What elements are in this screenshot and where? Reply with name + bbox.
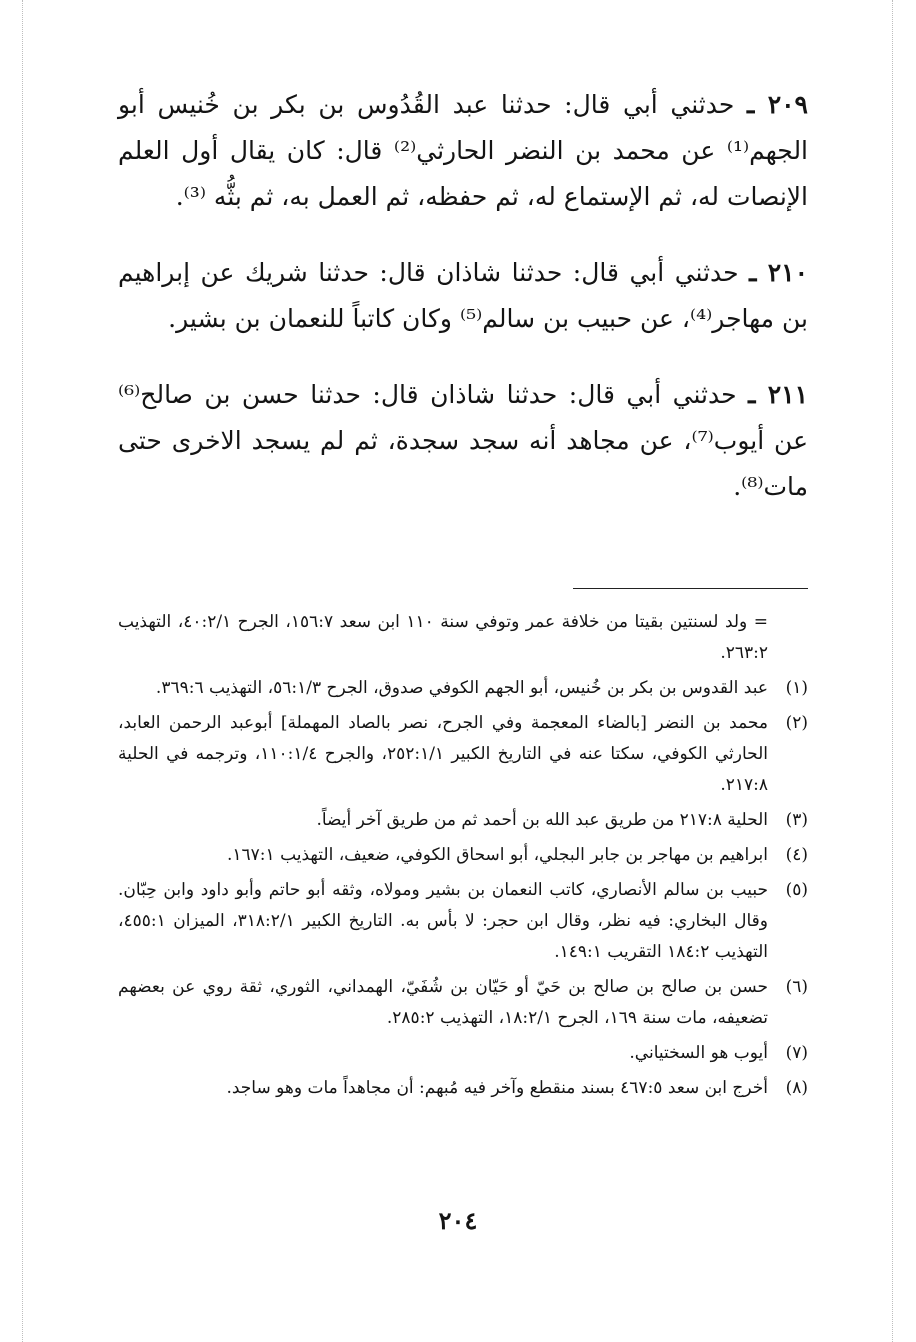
page-body: [118, 82, 808, 1108]
footnote-text: محمد بن النضر [بالضاء المعجمة وفي الجرح، نصر بالصاد المهملة] أبوعبد الرحمن العابد، الحارثي الكوفي، سكتا عنه في التاريخ الكبير ٢٥٢:١/١، والجرح ١١٠:١/٤، وترجمه في الحلية ٢١٧:٨.: [118, 713, 769, 795]
footnote-2: [118, 708, 808, 801]
footnote-3: [118, 805, 808, 836]
footnote-text: أيوب هو السختياني.: [629, 1043, 768, 1063]
footnote-text: أخرج ابن سعد ٤٦٧:٥ بسند منقطع وآخر فيه مُبهم: أن مجاهداً مات وهو ساجد.: [226, 1078, 768, 1098]
footnote-1: [118, 673, 808, 704]
footnote-5: [118, 875, 808, 968]
footnote-mark: (٨): [785, 1078, 808, 1098]
footnote-mark: (٦): [785, 977, 808, 997]
hadith-text: حدثني أبي قال: حدثنا عبد القُدُوس بن بكر بن خُنيس أبو الجهم⁽¹⁾ عن محمد بن النضر الحارثي⁽²⁾ قال: كان يقال أول العلم الإنصات له، ثم الإستماع له، ثم حفظه، ثم العمل به، ثم بثُّه ⁽³⁾.: [118, 90, 809, 211]
hadith-text: حدثني أبي قال: حدثنا شاذان قال: حدثنا حسن بن صالح⁽⁶⁾ عن أيوب⁽⁷⁾، عن مجاهد أنه سجد سجدة، ثم لم يسجد الاخرى حتى مات⁽⁸⁾.: [118, 380, 808, 501]
footnote-4: [118, 840, 808, 871]
footnote-separator-wrap: [118, 540, 808, 607]
footnote-mark: (٧): [785, 1043, 808, 1063]
hadith-number: ٢٠٩ ـ: [746, 90, 808, 119]
hadith-text: حدثني أبي قال: حدثنا شاذان قال: حدثنا شريك عن إبراهيم بن مهاجر⁽⁴⁾، عن حبيب بن سالم⁽⁵⁾ وكان كاتباً للنعمان بن بشير.: [118, 258, 808, 333]
footnote-mark: (٣): [785, 810, 808, 830]
footnote-text: حسن بن صالح بن صالح بن حَيّ أو حَيّان بن شُفَيّ، الهمداني، الثوري، ثقة روي عن بعضهم تضعيفه، مات سنة ١٦٩، الجرح ١٨:٢/١، التهذيب ٢٨٥:٢.: [118, 977, 768, 1028]
right-margin-dots: [892, 0, 893, 1342]
left-margin-dots: [22, 0, 23, 1342]
footnote-continuation: [118, 607, 808, 669]
footnote-separator: [573, 588, 808, 589]
hadith-number: ٢١١ ـ: [748, 380, 809, 409]
footnote-text: ابراهيم بن مهاجر بن جابر البجلي، أبو اسحاق الكوفي، ضعيف، التهذيب ١٦٧:١.: [227, 845, 768, 865]
footnote-8: [118, 1073, 808, 1104]
footnote-text: الحلية ٢١٧:٨ من طريق عبد الله بن أحمد ثم من طريق آخر أيضاً.: [316, 810, 768, 830]
hadith-209: [118, 82, 808, 220]
footnote-text: = ولد لسنتين بقيتا من خلافة عمر وتوفي سنة ١١٠ ابن سعد ١٥٦:٧، الجرح ٤٠:٢/١، التهذيب ٢٦٣:٢.: [118, 612, 769, 663]
footnote-text: حبيب بن سالم الأنصاري، كاتب النعمان بن بشير ومولاه، وثقه أبو حاتم وأبو داود وابن حِبّان. وقال البخاري: فيه نظر، وقال ابن حجر: لا بأس به. التاريخ الكبير ٣١٨:٢/١، الميزان ٤٥٥:١، التهذيب ١٨٤:٢ التقريب ١٤٩:١.: [118, 880, 769, 962]
footnote-mark: (٢): [785, 713, 808, 733]
footnote-6: [118, 972, 808, 1034]
footnotes: [118, 607, 808, 1104]
footnote-mark: (١): [785, 678, 808, 698]
footnote-mark: (٤): [785, 845, 808, 865]
hadith-number: ٢١٠ ـ: [749, 258, 809, 287]
hadith-210: [118, 250, 808, 342]
hadith-211: [118, 372, 808, 510]
footnote-text: عبد القدوس بن بكر بن خُنيس، أبو الجهم الكوفي صدوق، الجرح ٥٦:١/٣، التهذيب ٣٦٩:٦.: [155, 678, 768, 698]
page-number: ٢٠٤: [438, 1206, 478, 1235]
footnote-mark: (٥): [785, 880, 808, 900]
footnote-7: [118, 1038, 808, 1069]
